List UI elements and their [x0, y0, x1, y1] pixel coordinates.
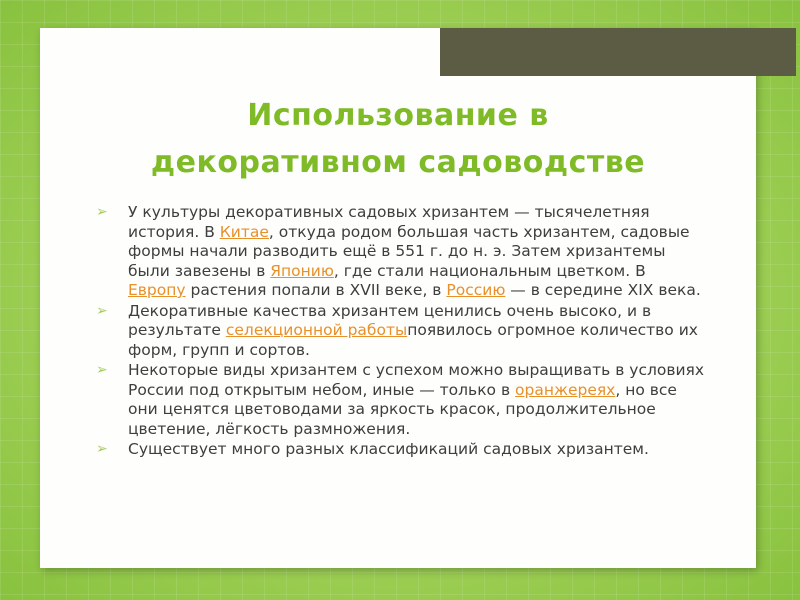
bullet-text: , откуда родом большая часть хризантем, садовые формы начали разводить ещё в 551 г. до н. э. Затем хризантемы были завезены в	[128, 222, 690, 280]
bullet-text: Некоторые виды хризантем с успехом можно выращивать в условиях России под открытым небом, иные — только в	[128, 361, 705, 399]
bullet-text: растения попали в XVII веке, в	[185, 281, 447, 299]
bullet-text: появилось огромное количество их форм, групп и сортов.	[128, 321, 698, 359]
bullet-text: У культуры декоративных садовых хризантем — тысячелетняя история. В	[128, 203, 650, 241]
chevron-hollow-icon: ➢	[96, 362, 108, 378]
slide-title	[40, 92, 756, 186]
bullet-text: Декоративные качества хризантем ценились очень высоко, и в результате	[128, 301, 652, 339]
bullet-item-history	[96, 203, 706, 301]
bullet-item-cultivation	[96, 361, 706, 439]
chevron-hollow-icon: ➢	[96, 204, 108, 220]
link-europe[interactable]: Европу	[128, 281, 186, 299]
bullet-item-breeding	[96, 302, 706, 361]
chevron-hollow-icon: ➢	[96, 302, 108, 319]
bullet-text: , где стали национальным цветком. В	[333, 261, 646, 280]
link-selection-work[interactable]: селекционной работы	[225, 321, 408, 339]
link-japan[interactable]: Японию	[270, 261, 334, 280]
link-russia[interactable]: Россию	[446, 281, 506, 299]
title-line-1: Использование в	[247, 98, 549, 133]
chevron-hollow-icon: ➢	[96, 441, 108, 457]
corner-tab	[440, 28, 796, 76]
link-china[interactable]: Китае	[219, 222, 269, 241]
bullet-text: , но все они ценятся цветоводами за яркость красок, продолжительное цветение, лёгкость размножения.	[128, 380, 677, 438]
bullet-list	[96, 203, 706, 461]
link-greenhouses[interactable]: оранжереях	[515, 380, 616, 399]
bullet-text: Существует много разных классификаций садовых хризантем.	[128, 440, 649, 458]
bullet-text: — в середине XIX века.	[505, 281, 701, 299]
bullet-item-classifications	[96, 440, 706, 460]
title-line-2: декоративном садоводстве	[150, 145, 646, 180]
